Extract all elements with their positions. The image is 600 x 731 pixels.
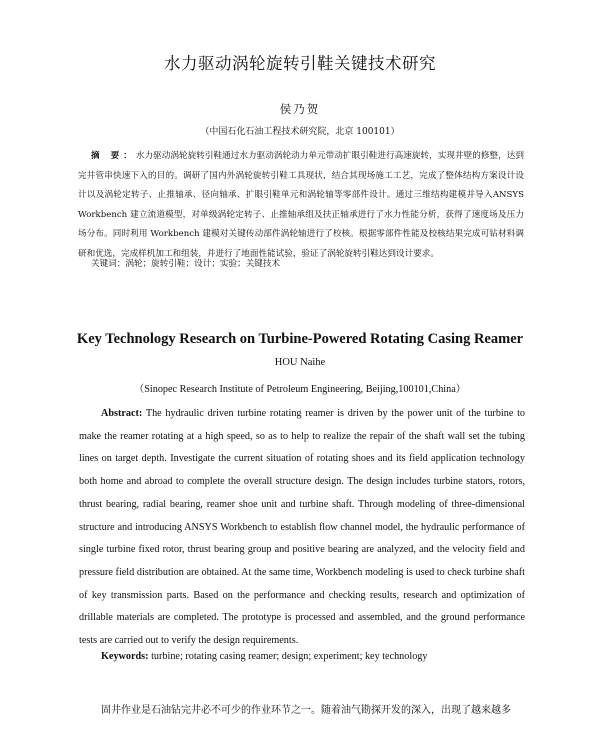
keywords-english-text: turbine; rotating casing reamer; design; experiment; key technology xyxy=(151,651,428,662)
body-text-start: 固井作业是石油钻完井必不可少的作业环节之一。随着油气勘探开发的深入，出现了越来越多 xyxy=(101,705,511,716)
abstract-chinese xyxy=(78,147,524,265)
abstract-english xyxy=(79,403,525,653)
title-english: Key Technology Research on Turbine-Powered Rotating Casing Reamer xyxy=(76,331,524,347)
keywords-english-label: Keywords: xyxy=(101,651,149,662)
keywords-chinese: 关键词：涡轮；旋转引鞋；设计；实验；关键技术 xyxy=(91,259,281,269)
keywords-english xyxy=(101,651,531,662)
author-chinese: 侯乃贺 xyxy=(279,102,321,116)
abstract-english-label: Abstract: xyxy=(101,408,143,419)
author-english: HOU Naihe xyxy=(274,357,326,368)
affiliation-chinese: （中国石化石油工程技术研究院，北京 100101） xyxy=(200,127,400,137)
abstract-chinese-label: 摘 要： xyxy=(91,151,136,161)
abstract-english-text: The hydraulic driven turbine rotating reamer is driven by the power unit of the turbine to make the reamer rotating at a high speed, so as to help to realize the repair of the shaft wall set the tubing lines on target depth. Investigate the current situation of rotating shoes and its field application technology both home and abroad to complete the overall structure design. The design includes turbine stators, rotors, thrust bearing, radial bearing, reamer shoe unit and turbine shaft. Through modeling of three-dimensional structure and introducing ANSYS Workbench to establish flow channel model, the hydraulic performance of single turbine fixed rotor, thrust bearing group and positive bearing are analyzed, and the velocity field and pressure field distribution are obtained. At the same time, Workbench modeling is used to check turbine shaft of key transmission parts. Based on the performance and checking results, research and optimization of drillable materials are completed. The prototype is processed and assembled, and the ground performance tests are carried out to verify the design requirements. xyxy=(79,408,525,647)
title-chinese: 水力驱动涡轮旋转引鞋关键技术研究 xyxy=(164,54,436,73)
affiliation-english: （Sinopec Research Institute of Petroleum Engineering, Beijing,100101,China） xyxy=(134,384,466,395)
abstract-chinese-text: 水力驱动涡轮旋转引鞋通过水力驱动涡轮动力单元带动扩眼引鞋进行高速旋转，实现井壁的修整，达到完井管串快速下入的目的。调研了国内外涡轮旋转引鞋工具现状，结合其现场施工工艺，完成了整体结构方案设计设计以及涡轮定转子、止推轴承、径向轴承、扩眼引鞋单元和涡轮轴等零部件设计。通过三维结构建模并导入ANSYS Workbench 建立流道模型，对单级涡轮定转子、止推轴承组及扶正轴承进行了水力性能分析，获得了速度场及压力场分布。同时利用 Workbench 建模对关键传动部件涡轮轴进行了校核。根据零部件性能及校核结果完成可钻材料调研和优选，完成样机加工和组装，并进行了地面性能试验，验证了涡轮旋转引鞋达到设计要求。 xyxy=(78,151,524,259)
